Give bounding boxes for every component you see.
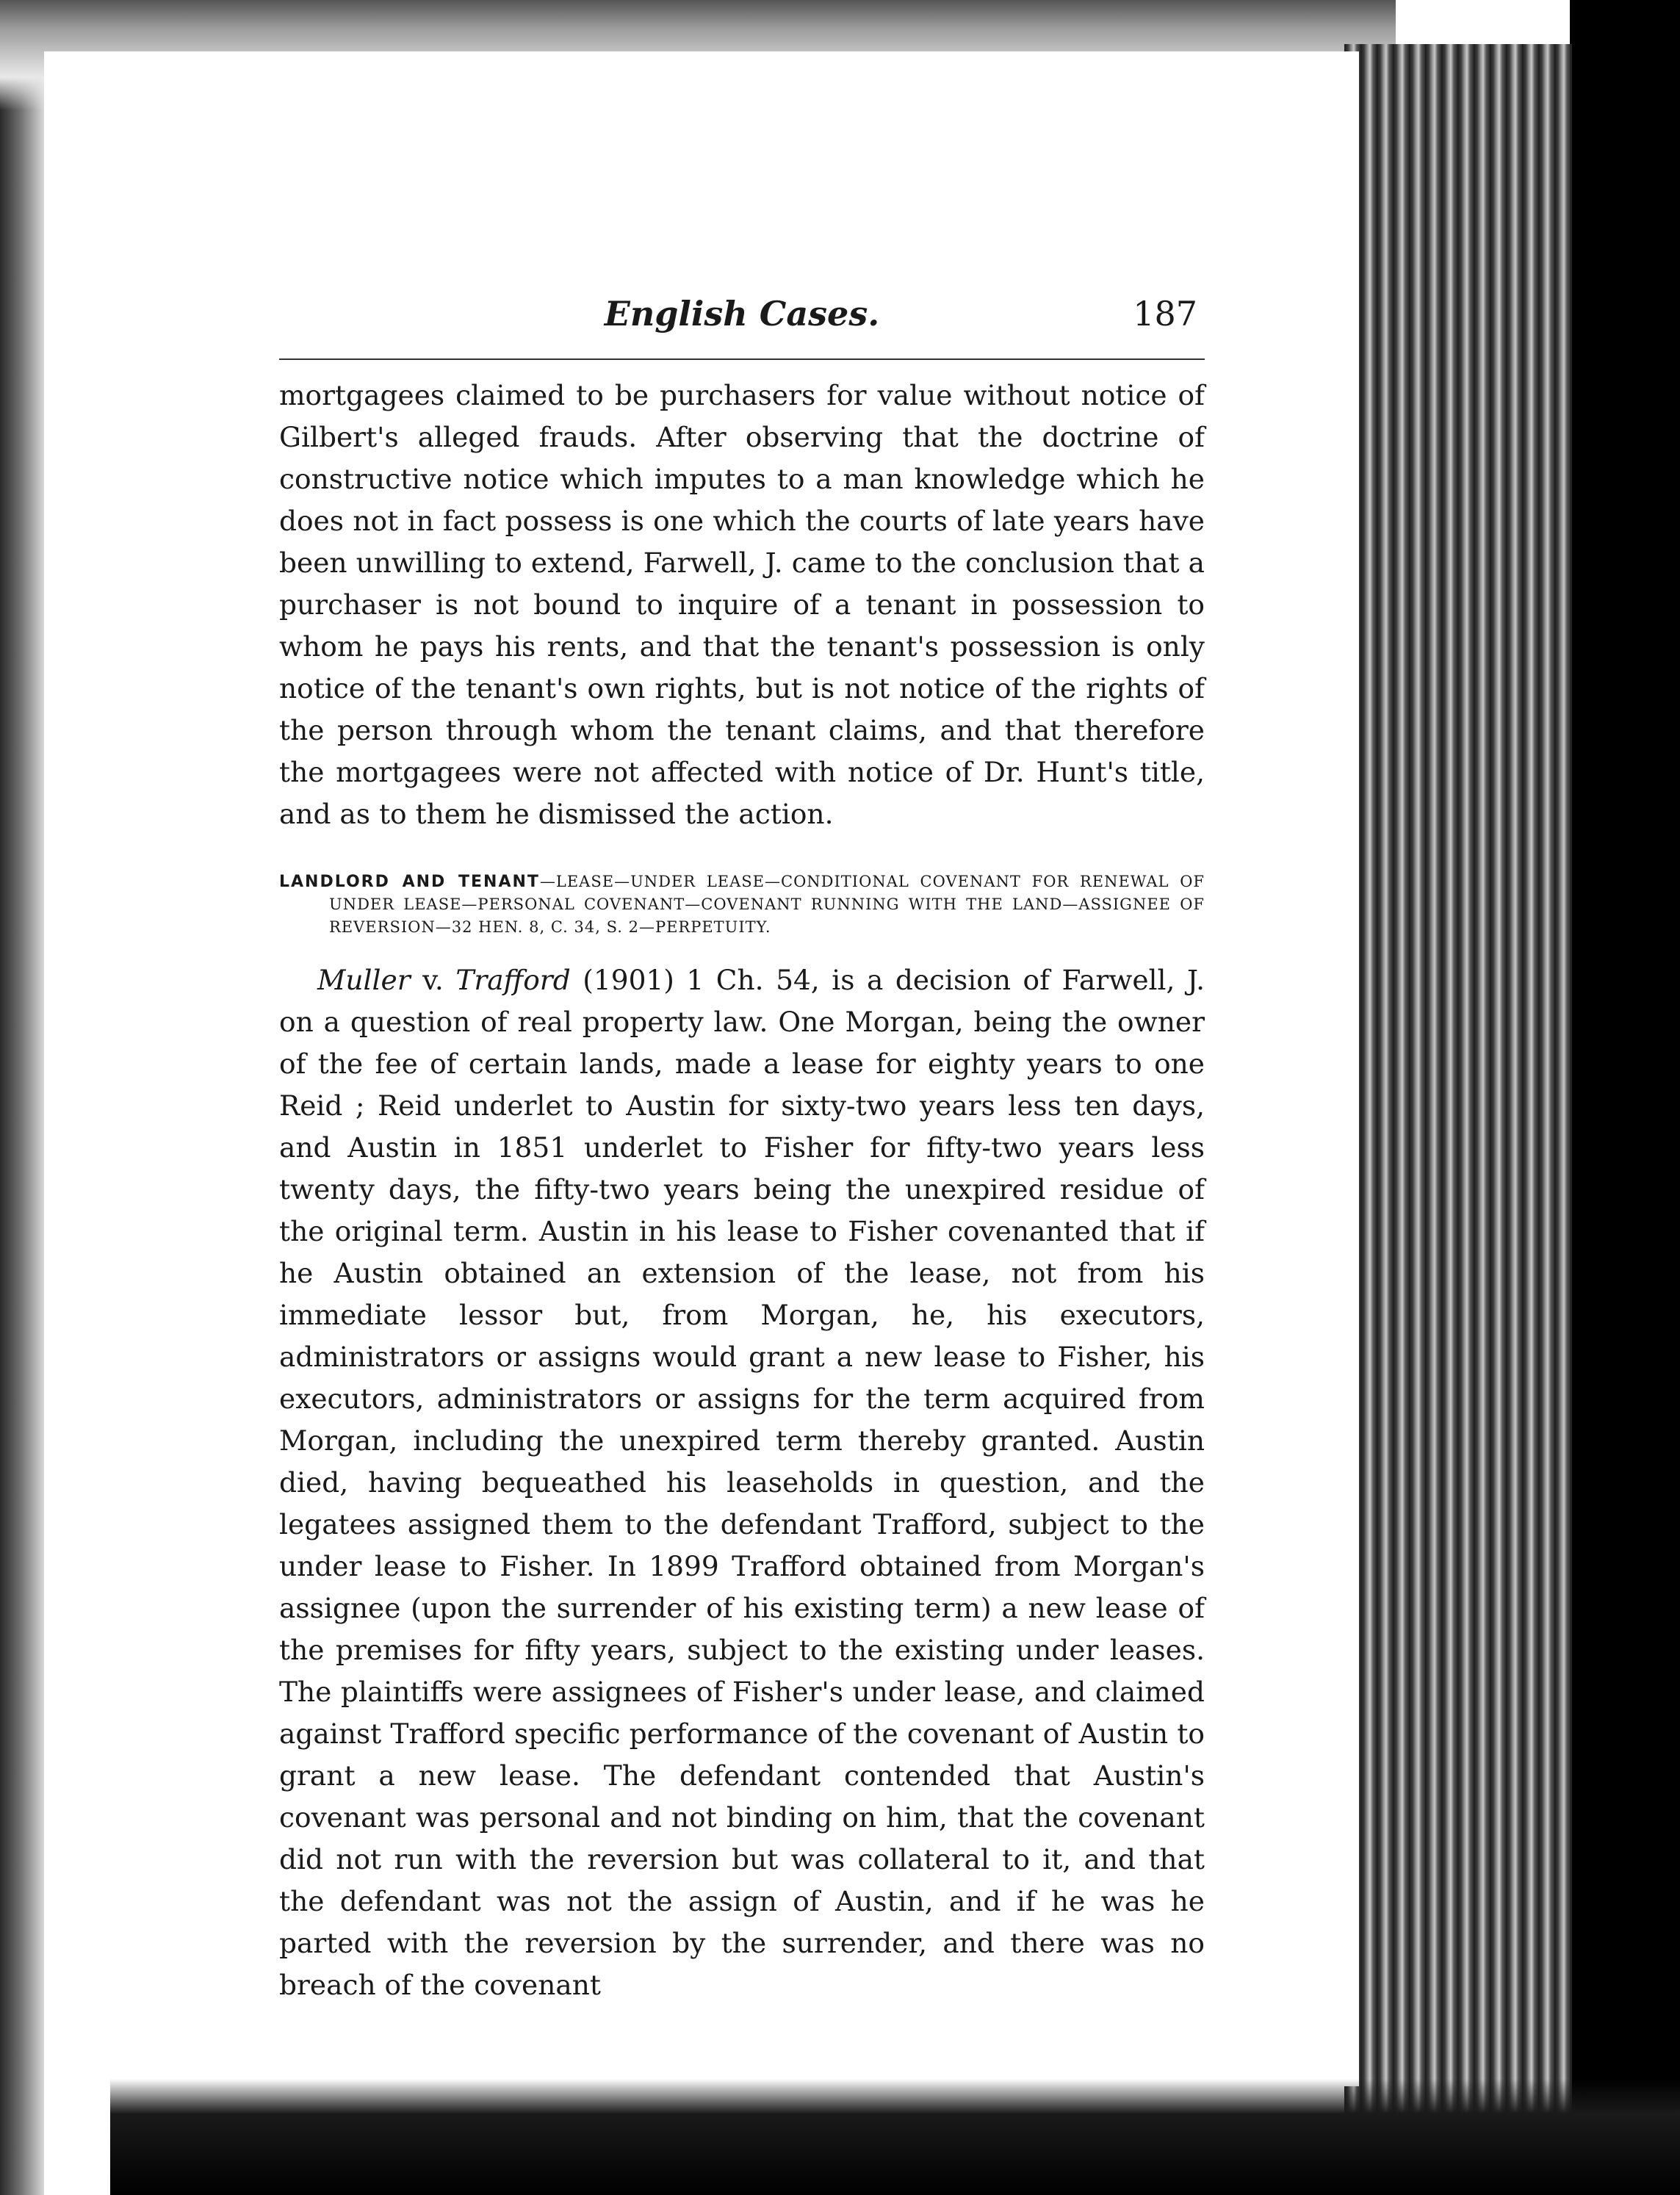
case-text: (1901) 1 Ch. 54, is a decision of Farwell, J. on a question of real property law. One Morgan, being the owner of the fee of certain lands, made a lease for eighty years to one Reid ; Reid underlet to Austin for sixty-two years less ten days, and Austin in 1851 underlet to Fisher for fifty-two years less twenty days, the fifty-two years being the unexpired residue of the original term. Austin in his lease to Fisher covenanted that if he Austin obtained an extension of the lease, not from his immediate lessor but, from Morgan, he, his executors, administrators or assigns would grant a new lease to Fisher, his executors, administrators or assigns for the term acquired from Morgan, including the unexpired term thereby granted. Austin died, having bequeathed his leaseholds in question, and the legatees assigned them to the defendant Trafford, subject to the under lease to Fisher. In 1899 Trafford obtained from Morgan's assignee (upon the surrender of his existing term) a new lease of the premises for fifty years, subject to the existing under leases. The plaintiffs were assignees of Fisher's under lease, and claimed against Trafford specific performance of the covenant of Austin to grant a new lease. The defendant contended that Austin's covenant was personal and not binding on him, that the covenant did not run with the reversion but was collateral to it, and that the defendant was not the assign of Austin, and if he was he parted with the reversion by the surrender, and there was no breach of the covenant: [279, 964, 1205, 2001]
page-stack-edges: [1344, 44, 1572, 2145]
running-title: English Cases.: [604, 294, 880, 334]
paragraph-case: [279, 959, 1205, 2006]
page-number: 187: [1133, 294, 1197, 334]
heading-subjects: —LEASE—UNDER LEASE—CONDITIONAL COVENANT FOR RENEWAL OF UNDER LEASE—PERSONAL COVENANT—COVENANT RUNNING WITH THE LAND—ASSIGNEE OF REVERSION—32 HEN. 8, C. 34, S. 2—PERPETUITY.: [329, 873, 1205, 936]
header-rule: [279, 358, 1205, 360]
scan-left-edge: [0, 0, 44, 2195]
case-versus: v.: [410, 964, 456, 996]
page-content: [279, 294, 1205, 2006]
heading-lead: LANDLORD AND TENANT: [279, 873, 540, 891]
scan-right-edge: [1570, 0, 1680, 2195]
case-party-defendant: Trafford: [455, 964, 571, 996]
section-heading: [279, 871, 1205, 939]
case-party-plaintiff: Muller: [317, 964, 411, 996]
book-page: [44, 51, 1359, 2086]
scan-bottom-edge: [110, 2079, 1680, 2195]
paragraph-continued: mortgagees claimed to be purchasers for value without notice of Gilbert's alleged frauds. After observing that the doctrine of constructive notice which imputes to a man knowledge which he does not in fact possess is one which the courts of late years have been unwilling to extend, Farwell, J. came to the conclusion that a purchaser is not bound to inquire of a tenant in possession to whom he pays his rents, and that the tenant's possession is only notice of the tenant's own rights, but is not notice of the rights of the person through whom the tenant claims, and that therefore the mortgagees were not affected with notice of Dr. Hunt's title, and as to them he dismissed the action.: [279, 379, 1205, 830]
running-head: [279, 294, 1205, 345]
